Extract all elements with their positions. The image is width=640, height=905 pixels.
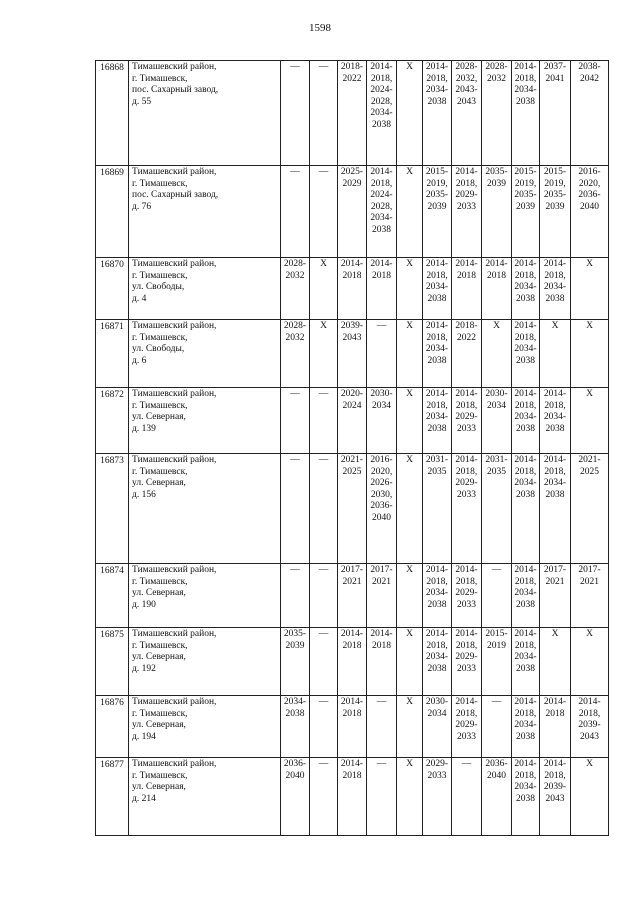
period-cell: 2014- 2018, 2034- 2038 xyxy=(423,388,452,454)
address-cell: Тимашевский район, г. Тимашевск, ул. Северная, д. 194 xyxy=(129,696,281,758)
period-cell: X xyxy=(571,388,609,454)
address-cell: Тимашевский район, г. Тимашевск, ул. Северная, д. 214 xyxy=(129,758,281,836)
data-table xyxy=(95,60,609,836)
period-cell: — xyxy=(310,696,338,758)
period-cell: 2034- 2038 xyxy=(281,696,310,758)
period-cell: X xyxy=(397,320,423,388)
table-row xyxy=(96,628,609,696)
period-cell: 2015- 2019, 2035- 2039 xyxy=(423,166,452,258)
period-cell: 2028- 2032 xyxy=(281,320,310,388)
period-cell: — xyxy=(310,628,338,696)
table-row xyxy=(96,388,609,454)
period-cell: 2014- 2018, 2034- 2038 xyxy=(512,320,540,388)
period-cell: 2014- 2018, 2034- 2038 xyxy=(423,564,452,628)
period-cell: 2014- 2018, 2034- 2038 xyxy=(512,628,540,696)
period-cell: — xyxy=(310,166,338,258)
row-number: 16868 xyxy=(96,61,129,166)
period-cell: X xyxy=(571,320,609,388)
period-cell: 2015- 2019, 2035- 2039 xyxy=(512,166,540,258)
period-cell: 2016- 2020, 2036- 2040 xyxy=(571,166,609,258)
period-cell: 2021- 2025 xyxy=(571,454,609,564)
period-cell: X xyxy=(310,258,338,320)
period-cell: 2018- 2022 xyxy=(338,61,367,166)
row-number: 16871 xyxy=(96,320,129,388)
period-cell: 2020- 2024 xyxy=(338,388,367,454)
period-cell: 2014- 2018, 2034- 2038 xyxy=(512,564,540,628)
period-cell: 2014- 2018 xyxy=(452,258,482,320)
period-cell: X xyxy=(397,258,423,320)
period-cell: 2021- 2025 xyxy=(338,454,367,564)
table-row xyxy=(96,61,609,166)
period-cell: 2014- 2018, 2034- 2038 xyxy=(423,320,452,388)
row-number: 16877 xyxy=(96,758,129,836)
period-cell: 2014- 2018 xyxy=(367,628,397,696)
period-cell: X xyxy=(571,258,609,320)
table-row xyxy=(96,564,609,628)
address-cell: Тимашевский район, г. Тимашевск, ул. Северная, д. 139 xyxy=(129,388,281,454)
period-cell: 2014- 2018, 2034- 2038 xyxy=(512,696,540,758)
period-cell: 2017- 2021 xyxy=(338,564,367,628)
period-cell: X xyxy=(540,320,571,388)
period-cell: — xyxy=(367,758,397,836)
period-cell: 2038- 2042 xyxy=(571,61,609,166)
period-cell: 2014- 2018 xyxy=(338,258,367,320)
table-row xyxy=(96,454,609,564)
address-cell: Тимашевский район, г. Тимашевск, пос. Сахарный завод, д. 76 xyxy=(129,166,281,258)
period-cell: 2016- 2020, 2026- 2030, 2036- 2040 xyxy=(367,454,397,564)
period-cell: 2014- 2018, 2039- 2043 xyxy=(571,696,609,758)
period-cell: X xyxy=(571,758,609,836)
period-cell: 2035- 2039 xyxy=(482,166,512,258)
period-cell: — xyxy=(281,388,310,454)
period-cell: 2031- 2035 xyxy=(423,454,452,564)
period-cell: 2014- 2018, 2034- 2038 xyxy=(540,454,571,564)
period-cell: 2014- 2018, 2029- 2033 xyxy=(452,628,482,696)
period-cell: 2029- 2033 xyxy=(423,758,452,836)
row-number: 16872 xyxy=(96,388,129,454)
address-cell: Тимашевский район, г. Тимашевск, пос. Сахарный завод, д. 55 xyxy=(129,61,281,166)
table-row xyxy=(96,166,609,258)
period-cell: X xyxy=(540,628,571,696)
period-cell: 2014- 2018, 2029- 2033 xyxy=(452,454,482,564)
period-cell: 2017- 2021 xyxy=(540,564,571,628)
period-cell: 2028- 2032, 2043- 2043 xyxy=(452,61,482,166)
period-cell: 2030- 2034 xyxy=(482,388,512,454)
period-cell: 2014- 2018, 2039- 2043 xyxy=(540,758,571,836)
period-cell: 2014- 2018, 2034- 2038 xyxy=(512,61,540,166)
address-cell: Тимашевский район, г. Тимашевск, ул. Свободы, д. 4 xyxy=(129,258,281,320)
period-cell: 2036- 2040 xyxy=(482,758,512,836)
period-cell: 2014- 2018, 2034- 2038 xyxy=(512,454,540,564)
period-cell: 2014- 2018 xyxy=(338,696,367,758)
period-cell: — xyxy=(367,696,397,758)
period-cell: X xyxy=(397,61,423,166)
period-cell: 2014- 2018, 2029- 2033 xyxy=(452,696,482,758)
table-row xyxy=(96,320,609,388)
period-cell: X xyxy=(397,758,423,836)
period-cell: 2014- 2018, 2034- 2038 xyxy=(512,258,540,320)
period-cell: X xyxy=(397,166,423,258)
period-cell: — xyxy=(310,758,338,836)
row-number: 16869 xyxy=(96,166,129,258)
period-cell: — xyxy=(310,388,338,454)
page-number: 1598 xyxy=(309,22,331,34)
period-cell: 2014- 2018 xyxy=(338,628,367,696)
period-cell: X xyxy=(571,628,609,696)
address-cell: Тимашевский район, г. Тимашевск, ул. Свободы, д. 6 xyxy=(129,320,281,388)
period-cell: — xyxy=(281,564,310,628)
period-cell: 2028- 2032 xyxy=(482,61,512,166)
period-cell: 2014- 2018, 2034- 2038 xyxy=(512,388,540,454)
address-cell: Тимашевский район, г. Тимашевск, ул. Северная, д. 190 xyxy=(129,564,281,628)
period-cell: 2014- 2018, 2029- 2033 xyxy=(452,388,482,454)
period-cell: 2014- 2018, 2024- 2028, 2034- 2038 xyxy=(367,61,397,166)
period-cell: X xyxy=(397,696,423,758)
period-cell: X xyxy=(397,388,423,454)
row-number: 16875 xyxy=(96,628,129,696)
period-cell: 2014- 2018, 2034- 2038 xyxy=(540,258,571,320)
period-cell: 2014- 2018, 2034- 2038 xyxy=(512,758,540,836)
period-cell: X xyxy=(482,320,512,388)
table-row xyxy=(96,696,609,758)
period-cell: 2015- 2019 xyxy=(482,628,512,696)
period-cell: 2039- 2043 xyxy=(338,320,367,388)
period-cell: — xyxy=(281,454,310,564)
period-cell: — xyxy=(310,454,338,564)
period-cell: X xyxy=(397,454,423,564)
period-cell: 2014- 2018, 2034- 2038 xyxy=(423,258,452,320)
period-cell: X xyxy=(310,320,338,388)
period-cell: 2030- 2034 xyxy=(423,696,452,758)
period-cell: 2014- 2018 xyxy=(540,696,571,758)
period-cell: 2018- 2022 xyxy=(452,320,482,388)
period-cell: 2014- 2018, 2029- 2033 xyxy=(452,166,482,258)
row-number: 16870 xyxy=(96,258,129,320)
period-cell: 2014- 2018, 2034- 2038 xyxy=(423,61,452,166)
period-cell: 2015- 2019, 2035- 2039 xyxy=(540,166,571,258)
period-cell: 2037- 2041 xyxy=(540,61,571,166)
period-cell: 2014- 2018, 2029- 2033 xyxy=(452,564,482,628)
period-cell: 2017- 2021 xyxy=(367,564,397,628)
period-cell: 2014- 2018 xyxy=(338,758,367,836)
period-cell: — xyxy=(482,564,512,628)
period-cell: — xyxy=(310,564,338,628)
period-cell: 2030- 2034 xyxy=(367,388,397,454)
period-cell: — xyxy=(452,758,482,836)
period-cell: 2028- 2032 xyxy=(281,258,310,320)
period-cell: — xyxy=(482,696,512,758)
table-row xyxy=(96,258,609,320)
period-cell: — xyxy=(310,61,338,166)
address-cell: Тимашевский район, г. Тимашевск, ул. Северная, д. 192 xyxy=(129,628,281,696)
period-cell: 2014- 2018 xyxy=(367,258,397,320)
table-body xyxy=(96,61,609,836)
period-cell: 2025- 2029 xyxy=(338,166,367,258)
period-cell: — xyxy=(281,166,310,258)
period-cell: — xyxy=(367,320,397,388)
period-cell: X xyxy=(397,564,423,628)
address-cell: Тимашевский район, г. Тимашевск, ул. Северная, д. 156 xyxy=(129,454,281,564)
period-cell: 2017- 2021 xyxy=(571,564,609,628)
row-number: 16873 xyxy=(96,454,129,564)
period-cell: 2031- 2035 xyxy=(482,454,512,564)
period-cell: — xyxy=(281,61,310,166)
period-cell: 2036- 2040 xyxy=(281,758,310,836)
period-cell: 2035- 2039 xyxy=(281,628,310,696)
table-row xyxy=(96,758,609,836)
period-cell: 2014- 2018, 2034- 2038 xyxy=(540,388,571,454)
period-cell: 2014- 2018 xyxy=(482,258,512,320)
row-number: 16874 xyxy=(96,564,129,628)
row-number: 16876 xyxy=(96,696,129,758)
period-cell: 2014- 2018, 2024- 2028, 2034- 2038 xyxy=(367,166,397,258)
period-cell: X xyxy=(397,628,423,696)
period-cell: 2014- 2018, 2034- 2038 xyxy=(423,628,452,696)
